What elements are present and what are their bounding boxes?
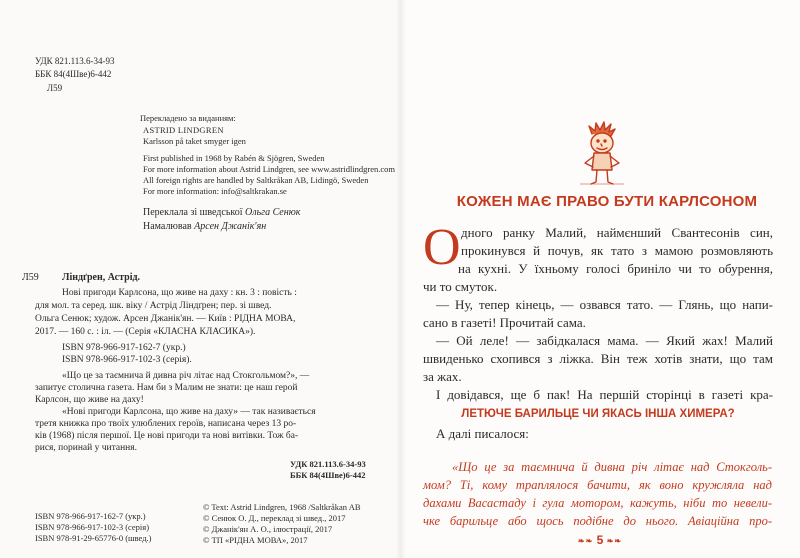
- translator-name: Ольга Сенюк: [245, 207, 301, 218]
- illustrator-label: Намалював: [143, 221, 192, 232]
- bbk-bottom: ББК 84(4Шве)6-442: [290, 470, 366, 480]
- copyright-footer: © Сенюк О. Д., переклад зі швед., 2017: [203, 513, 346, 523]
- udk-top: УДК 821.113.6-34-93: [35, 56, 115, 66]
- udk-bottom: УДК 821.113.6-34-93: [290, 459, 366, 469]
- page-number-block: [570, 533, 630, 547]
- drop-cap: О: [423, 219, 461, 276]
- paragraph-line: — Ну, тепер кінець, — озвався тато. — Глянь, що напи-: [436, 297, 773, 312]
- catalog-line: Нові пригоди Карлсона, що живе на даху : кн. 3 : повість :: [62, 288, 297, 298]
- catalog-code: Л59: [22, 272, 39, 283]
- annotation-line: запитує столична газета. Нам би з Малим не знати: це наш герой: [35, 383, 298, 393]
- catalog-author: Ліндґрен, Астрід.: [62, 272, 141, 283]
- more-info-2: For more information: info@saltkrakan.se: [143, 186, 287, 196]
- ornament-right: ❧❧: [606, 536, 623, 546]
- copyright-footer: © ТП «РІДНА МОВА», 2017: [203, 535, 308, 545]
- annotation-line: ків (1968) після першої. Це нові пригоди та нові витівки. Тож ба-: [35, 431, 299, 441]
- quote-line: дахами Васастаду і гула мотором, кажуть, ніби то невели-: [423, 496, 772, 510]
- chapter-title: КОЖЕН МАЄ ПРАВО БУТИ КАРЛСОНОМ: [456, 193, 758, 210]
- isbn-line: ISBN 978-966-917-102-3 (серія).: [62, 355, 192, 365]
- catalog-line: Ольга Сенюк; худож. Арсен Джанік'ян. — Київ : РІДНА МОВА,: [35, 314, 296, 324]
- annotation-line: третя книжка про твоїх улюблених героїв, написана через 13 ро-: [35, 419, 297, 429]
- isbn-line: ISBN 978-966-917-162-7 (укр.): [62, 343, 186, 353]
- paragraph-line: чи то смуток.: [423, 279, 498, 294]
- annotation-line: «Нові пригоди Карлсона, що живе на даху» — так називається: [62, 407, 316, 417]
- paragraph-line: дного ранку Малий, наймєнший Свантесонів син,: [461, 225, 773, 240]
- illustrator-name: Арсен Джанік'ян: [194, 221, 267, 232]
- catalog-line: для мол. та серед. шк. віку / Астрід Ліндґрен; пер. зі швед.: [35, 301, 272, 311]
- page-number: 5: [596, 533, 604, 547]
- isbn-footer: ISBN 978-966-917-162-7 (укр.): [35, 511, 146, 521]
- paragraph-line: І довідався, ще б пак! На першій сторінці в газеті кра-: [436, 387, 773, 402]
- paragraph-line: на кухні. У їхньому голосі бриніло чи то обурення,: [458, 261, 773, 276]
- original-author: ASTRID LINDGREN: [143, 125, 224, 135]
- translator-label: Переклала зі шведської: [143, 207, 243, 218]
- copyright-footer: © Джанік'ян А. О., ілюстрації, 2017: [203, 524, 333, 534]
- annotation-line: «Що це за таємнича й дивна річ літає над Стокгольмом?», —: [62, 371, 310, 381]
- paragraph-line: прокинувся й почув, як тато з мамою розмовляють: [461, 243, 773, 258]
- paragraph-line: — Ой леле! — забідкалася мама. — Який жах! Малий: [436, 333, 773, 348]
- translated-from: Перекладено за виданням:: [140, 113, 236, 123]
- original-title: Karlsson på taket smyger igen: [143, 136, 246, 146]
- annotation-line: рися, поринай у читання.: [35, 443, 137, 453]
- more-info-1: For more information about Astrid Lindgren, see www.astridlindgren.com: [143, 164, 396, 174]
- foreign-rights: All foreign rights are handled by Saltkråkan AB, Lidingö, Sweden: [143, 175, 369, 185]
- annotation-line: Карлсон, що живе на даху!: [35, 395, 144, 405]
- paragraph-line: за жах.: [423, 369, 462, 384]
- book-spine: [396, 0, 406, 558]
- quote-line: мом? Ті, кому траплялося бачити, як воно кружляла над: [423, 478, 772, 492]
- bbk-top: ББК 84(4Шве)6-442: [35, 69, 112, 79]
- first-published: First published in 1968 by Rabén & Sjögren, Sweden: [143, 153, 325, 163]
- ornament-left: ❧❧: [577, 536, 594, 546]
- karlsson-illustration: [572, 120, 632, 188]
- translator-credit: [143, 206, 300, 219]
- paragraph-line: сано в газеті! Прочитай сама.: [423, 315, 586, 330]
- author-code-top: Л59: [47, 83, 63, 93]
- copyright-footer: © Text: Astrid Lindgren, 1968 /Saltkråkan AB: [203, 502, 361, 512]
- catalog-line: 2017. — 160 с. : іл. — (Серія «КЛАСНА КЛАСИКА»).: [35, 327, 256, 337]
- quote-line: чке барильце або щось подібне до нього. Авіаційна про-: [423, 514, 772, 528]
- quote-line: «Що це за таємнича й дивна річ літає над Стокголь-: [452, 460, 772, 474]
- isbn-footer: ISBN 978-91-29-65776-0 (швед.): [35, 533, 152, 543]
- illustrator-credit: [143, 220, 266, 233]
- paragraph-line: швиденько схопився з ліжка. Він теж хотів знати, що там: [423, 351, 773, 366]
- after-headline: А далі писалося:: [436, 426, 529, 441]
- isbn-footer: ISBN 978-966-917-102-3 (серія): [35, 522, 150, 532]
- newspaper-headline: ЛЕТЮЧЕ БАРИЛЬЦЕ ЧИ ЯКАСЬ ІНША ХИМЕРА?: [461, 408, 735, 420]
